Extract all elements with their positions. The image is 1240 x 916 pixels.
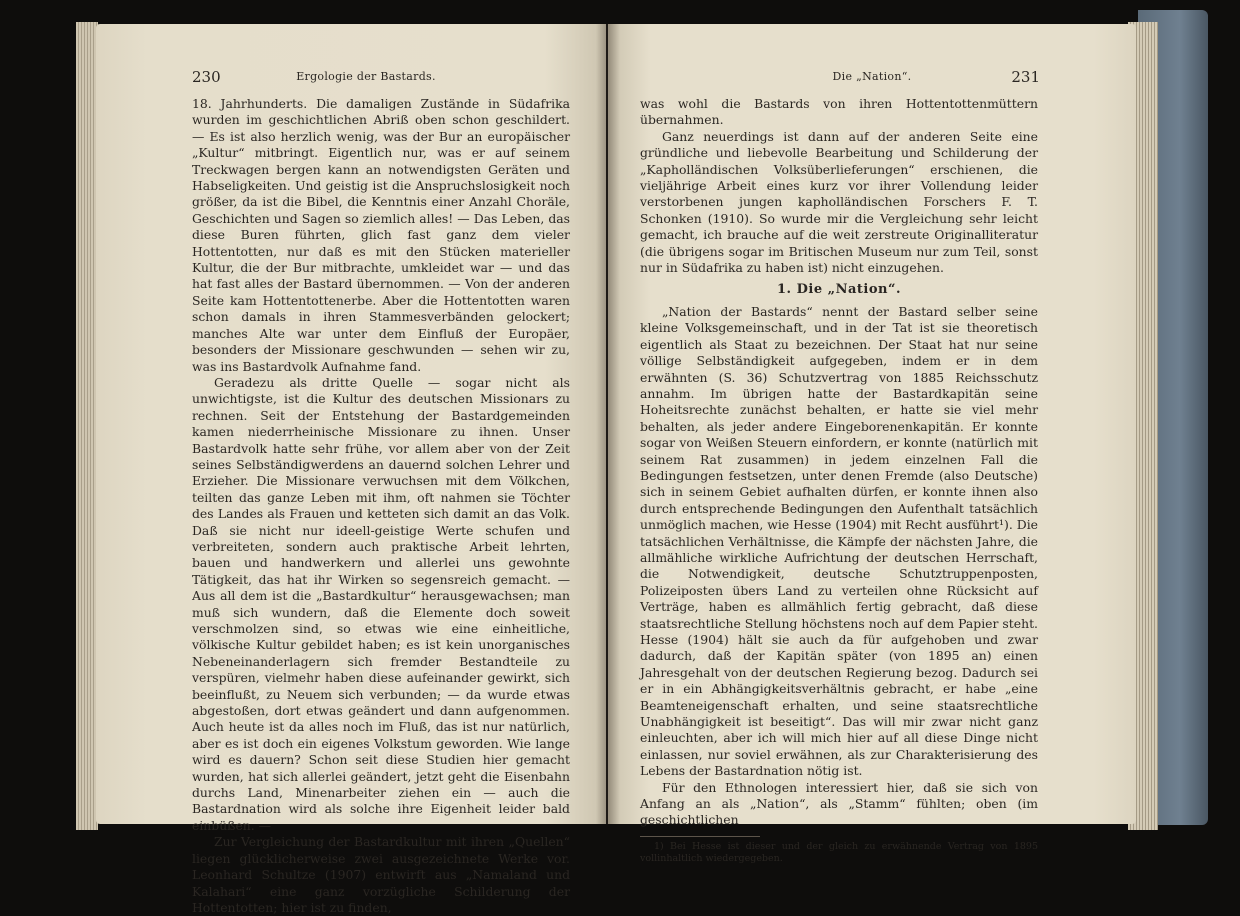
left-paragraph-1: 18. Jahrhunderts. Die damaligen Zustände in Südafrika wurden im geschichtlichen Abriß oben schon geschildert. — Es ist also herzlich wenig, was der Bur an europäischer „Kultur“ mitbringt. Eigentlich nur, was er auf seinem Treckwagen bergen kann an notwendigsten Geräten und Habseligkeiten. Und geistig ist die Anspruchslosigkeit noch größer, da ist die Bibel, die Kenntnis einer Anzahl Choräle, Geschichten und Sagen so ziemlich alles! — Das Leben, das diese Buren führten, glich fast ganz dem vieler Hottentotten, nur daß es mit den Stücken materieller Kultur, die der Bur mitbrachte, umkleidet war — und das hat fast alles der Bastard übernommen. — Von der anderen Seite kam Hottentottenerbe. Aber die Hottentotten waren schon damals in ihren Stammesverbänden gelockert; manches Alte war unter dem Einfluß der Europäer, besonders der Missionare geschwunden — sehen wir zu, was ins Bastardvolk Aufnahme fand. xyxy=(192,96,570,374)
right-paragraph-3: „Nation der Bastards“ nennt der Bastard selber seine kleine Volksgemeinschaft, und in der Tat ist sie theoretisch eigentlich als Staat zu bezeichnen. Der Staat hat nur seine völlige Selbständigkeit aufgegeben, indem er in dem erwähnten (S. 36) Schutzvertrag von 1885 Reichsschutz annahm. Im übrigen hatte der Bastardkapitän seine Hoheitsrechte zunächst behalten, er hatte sie viel mehr behalten, als jeder andere Eingeborenenkapitän. Er konnte sogar von Weißen Steuern einfordern, er konnte (natürlich mit seinem Rat zusammen) in jedem einzelnen Fall die Bedingungen festsetzen, unter denen Fremde (also Deutsche) sich in seinem Gebiet aufhalten dürfen, er konnte ihnen also durch entsprechende Bedingungen den Aufenthalt tatsächlich unmöglich machen, wie Hesse (1904) mit Recht ausführt¹). Die tatsächlichen Verhältnisse, die Kämpfe der nächsten Jahre, die allmähliche wirkliche Aufrichtung der deutschen Herrschaft, die Notwendigkeit, deutsche Schutztruppenposten, Polizeiposten übers Land zu verteilen ohne Rücksicht auf Verträge, haben es allmählich fertig gebracht, daß diese staatsrechtliche Stellung höchstens noch auf dem Papier steht. Hesse (1904) hält sie auch da für aufgehoben und zwar dadurch, daß der Kapitän später (von 1895 an) einen Jahresgehalt von der deutschen Regierung bezog. Dadurch sei er in ein Abhängigkeitsverhältnis gebracht, er habe „eine Beamteneigenschaft erhalten, und seine staatsrechtliche Unabhängigkeit ist beseitigt“. Das will mir zwar nicht ganz einleuchten, aber ich will mich hier auf all diese Dinge nicht einlassen, nur soviel erwähnen, als zur Charakterisierung des Lebens der Bastardnation nötig ist. xyxy=(640,303,1038,779)
left-paragraph-2: Geradezu als dritte Quelle — sogar nicht als unwichtigste, ist die Kultur des deutschen Missionars zu rechnen. Seit der Entstehung der Bastardgemeinden kamen niederrheinische Missionare zu ihnen. Unser Bastardvolk hatte sehr frühe, vor allem aber von der Zeit seines Selbständigwerdens an dauernd solchen Lehrer und Erzieher. Die Missionare verwuchsen mit dem Völkchen, teilten das ganze Leben mit ihm, oft nahmen sie Töchter des Landes als Frauen und ketteten sich damit an das Volk. Daß sie nicht nur ideell-geistige Werte schufen und verbreiteten, sondern auch praktische Arbeit lehrten, bauen und handwerkern und allerlei uns gewohnte Tätigkeit, das hat ihr Wirken so segensreich gemacht. — Aus all dem ist die „Bastardkultur“ herausgewachsen; man muß sich wundern, daß die Elemente doch soweit verschmolzen sind, so etwas wie eine einheitliche, völkische Kultur gebildet haben; es ist kein unorganisches Nebeneinanderlagern sich fremder Bestandteile zu verspüren, vielmehr haben diese aufeinander gewirkt, sich beeinflußt, zu Neuem sich verbunden; — da wurde etwas abgestoßen, dort etwas geändert und dann aufgenommen. Auch heute ist da alles noch im Fluß, das ist nur natürlich, aber es ist doch ein eigenes Volkstum geworden. Wie lange wird es dauern? Schon seit diese Studien hier gemacht wurden, hat sich allerlei geändert, jetzt geht die Eisenbahn durchs Land, Minenarbeiter ziehen ein — auch die Bastardnation wird als solche ihre Eigenheit leider bald einbüßen. — xyxy=(192,374,570,833)
footnote: 1) Bei Hesse ist dieser und der gleich zu erwähnende Vertrag von 1895 vollinhaltlich wiedergegeben. xyxy=(640,840,1038,864)
left-page-number: 230 xyxy=(192,68,221,86)
right-paragraph-2: Ganz neuerdings ist dann auf der anderen Seite eine gründliche und liebevolle Bearbeitung und Schilderung der „Kapholländischen Volksüberlieferungen“ erschienen, die vieljährige Arbeit eines kurz vor ihrer Vollendung leider verstorbenen jungen kapholländischen Forschers F. T. Schonken (1910). So wurde mir die Vergleichung sehr leicht gemacht, ich brauche auf die weit zerstreute Originalliteratur (die übrigens sogar im Britischen Museum nur zum Teil, sonst nur in Südafrika zu haben ist) nicht einzugehen. xyxy=(640,128,1038,276)
left-page xyxy=(96,24,606,915)
footnote-rule xyxy=(640,836,760,837)
left-body-text xyxy=(192,96,570,916)
right-page xyxy=(608,24,1136,864)
left-page-edges xyxy=(76,22,98,830)
book-gutter xyxy=(596,24,620,824)
left-running-head: Ergologie der Bastards. xyxy=(296,70,436,83)
right-running-head: Die „Nation“. xyxy=(832,70,912,83)
left-paragraph-3: Zur Vergleichung der Bastardkultur mit ihren „Quellen“ liegen glücklicherweise zwei ausgezeichnete Werke vor. Leonhard Schultze (1907) entwirft aus „Namaland und Kalahari“ eine ganz vorzügliche Schilderung der Hottentotten; hier ist zu finden, xyxy=(192,834,570,915)
section-heading: 1. Die „Nation“. xyxy=(777,282,901,298)
right-paragraph-4: Für den Ethnologen interessiert hier, daß sie sich von Anfang an als „Nation“, als „Stamm“ fühlten; oben (im geschichtlichen xyxy=(640,779,1038,828)
right-page-number: 231 xyxy=(1011,68,1040,86)
right-paragraph-1: was wohl die Bastards von ihren Hottentottenmüttern übernahmen. xyxy=(640,96,1038,128)
right-body-text xyxy=(640,96,1038,865)
